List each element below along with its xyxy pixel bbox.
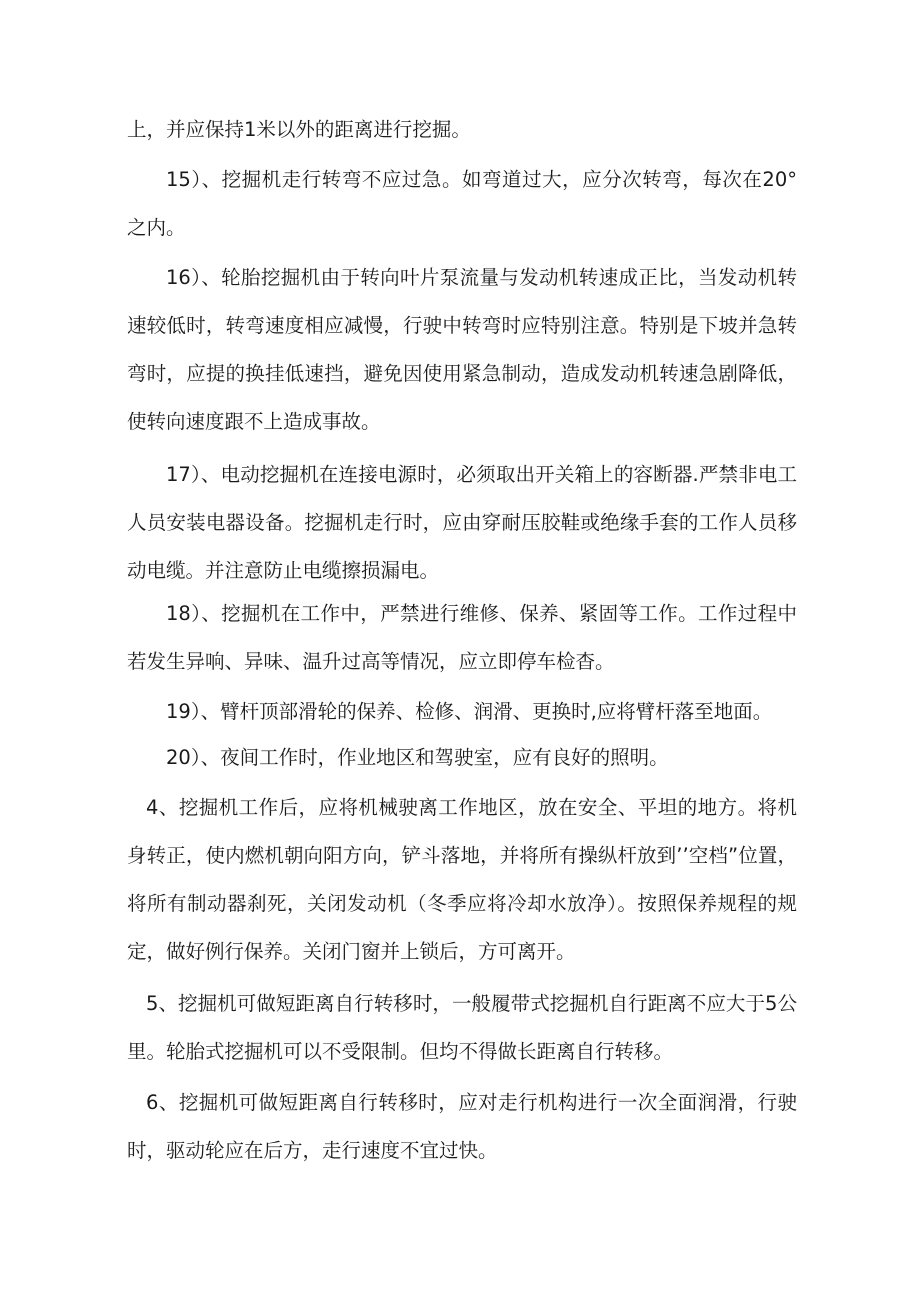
paragraph-section-6: 6、挖掘机可做短距离自行转移时，应对走行机构进行一次全面润滑，行驶时，驱动轮应在后方，走行速度不宜过快。 (127, 1091, 797, 1162)
paragraph-item-19: 19）、臂杆顶部滑轮的保养、检修、润滑、更换时,应将臂杆落至地面。 (166, 700, 773, 723)
paragraph-section-4: 4、挖掘机工作后，应将机械驶离工作地区，放在安全、平坦的地方。将机身转正，使内燃机朝向阳方向，铲斗落地，并将所有操纵杆放到’’空档”位置，将所有制动器刹死，关闭发动机（冬季应将冷却水放净）。按照保养规程的规定，做好例行保养。关闭门窗并上锁后，方可离开。 (127, 796, 797, 963)
paragraph-item-18: 18）、挖掘机在工作中，严禁进行维修、保养、紧固等工作。工作过程中若发生异响、异味、温升过高等情况，应立即停车检杳。 (127, 602, 797, 673)
paragraph-item-16: 16）、轮胎挖掘机由于转向叶片泵流量与发动机转速成正比，当发动机转速较低时，转弯速度相应减慢，行驶中转弯时应特别注意。特别是下坡并急转弯时，应提的换挂低速挡，避免因使用紧急制动，造成发动机转速急剧降低，使转向速度跟不上造成事故。 (127, 266, 797, 433)
paragraph-continuation: 上，并应保持1米以外的距离进行挖掘。 (127, 118, 471, 141)
paragraph-section-5: 5、挖掘机可做短距离自行转移时，一般履带式挖掘机自行距离不应大于5公里。轮胎式挖掘机可以不受限制。但均不得做长距离自行转移。 (127, 992, 797, 1063)
paragraph-item-20: 20）、夜间工作时，作业地区和驾驶室，应有良好的照明。 (166, 746, 669, 769)
paragraph-item-15: 15）、挖掘机走行转弯不应过急。如弯道过大，应分次转弯，每次在20°之内。 (127, 168, 797, 239)
paragraph-item-17: 17）、电动挖掘机在连接电源时，必须取出开关箱上的容断器.严禁非电工人员安装电器设备。挖掘机走行时，应由穿耐压胶鞋或绝缘手套的工作人员移动电缆。并注意防止电缆擦损漏电。 (127, 463, 797, 582)
